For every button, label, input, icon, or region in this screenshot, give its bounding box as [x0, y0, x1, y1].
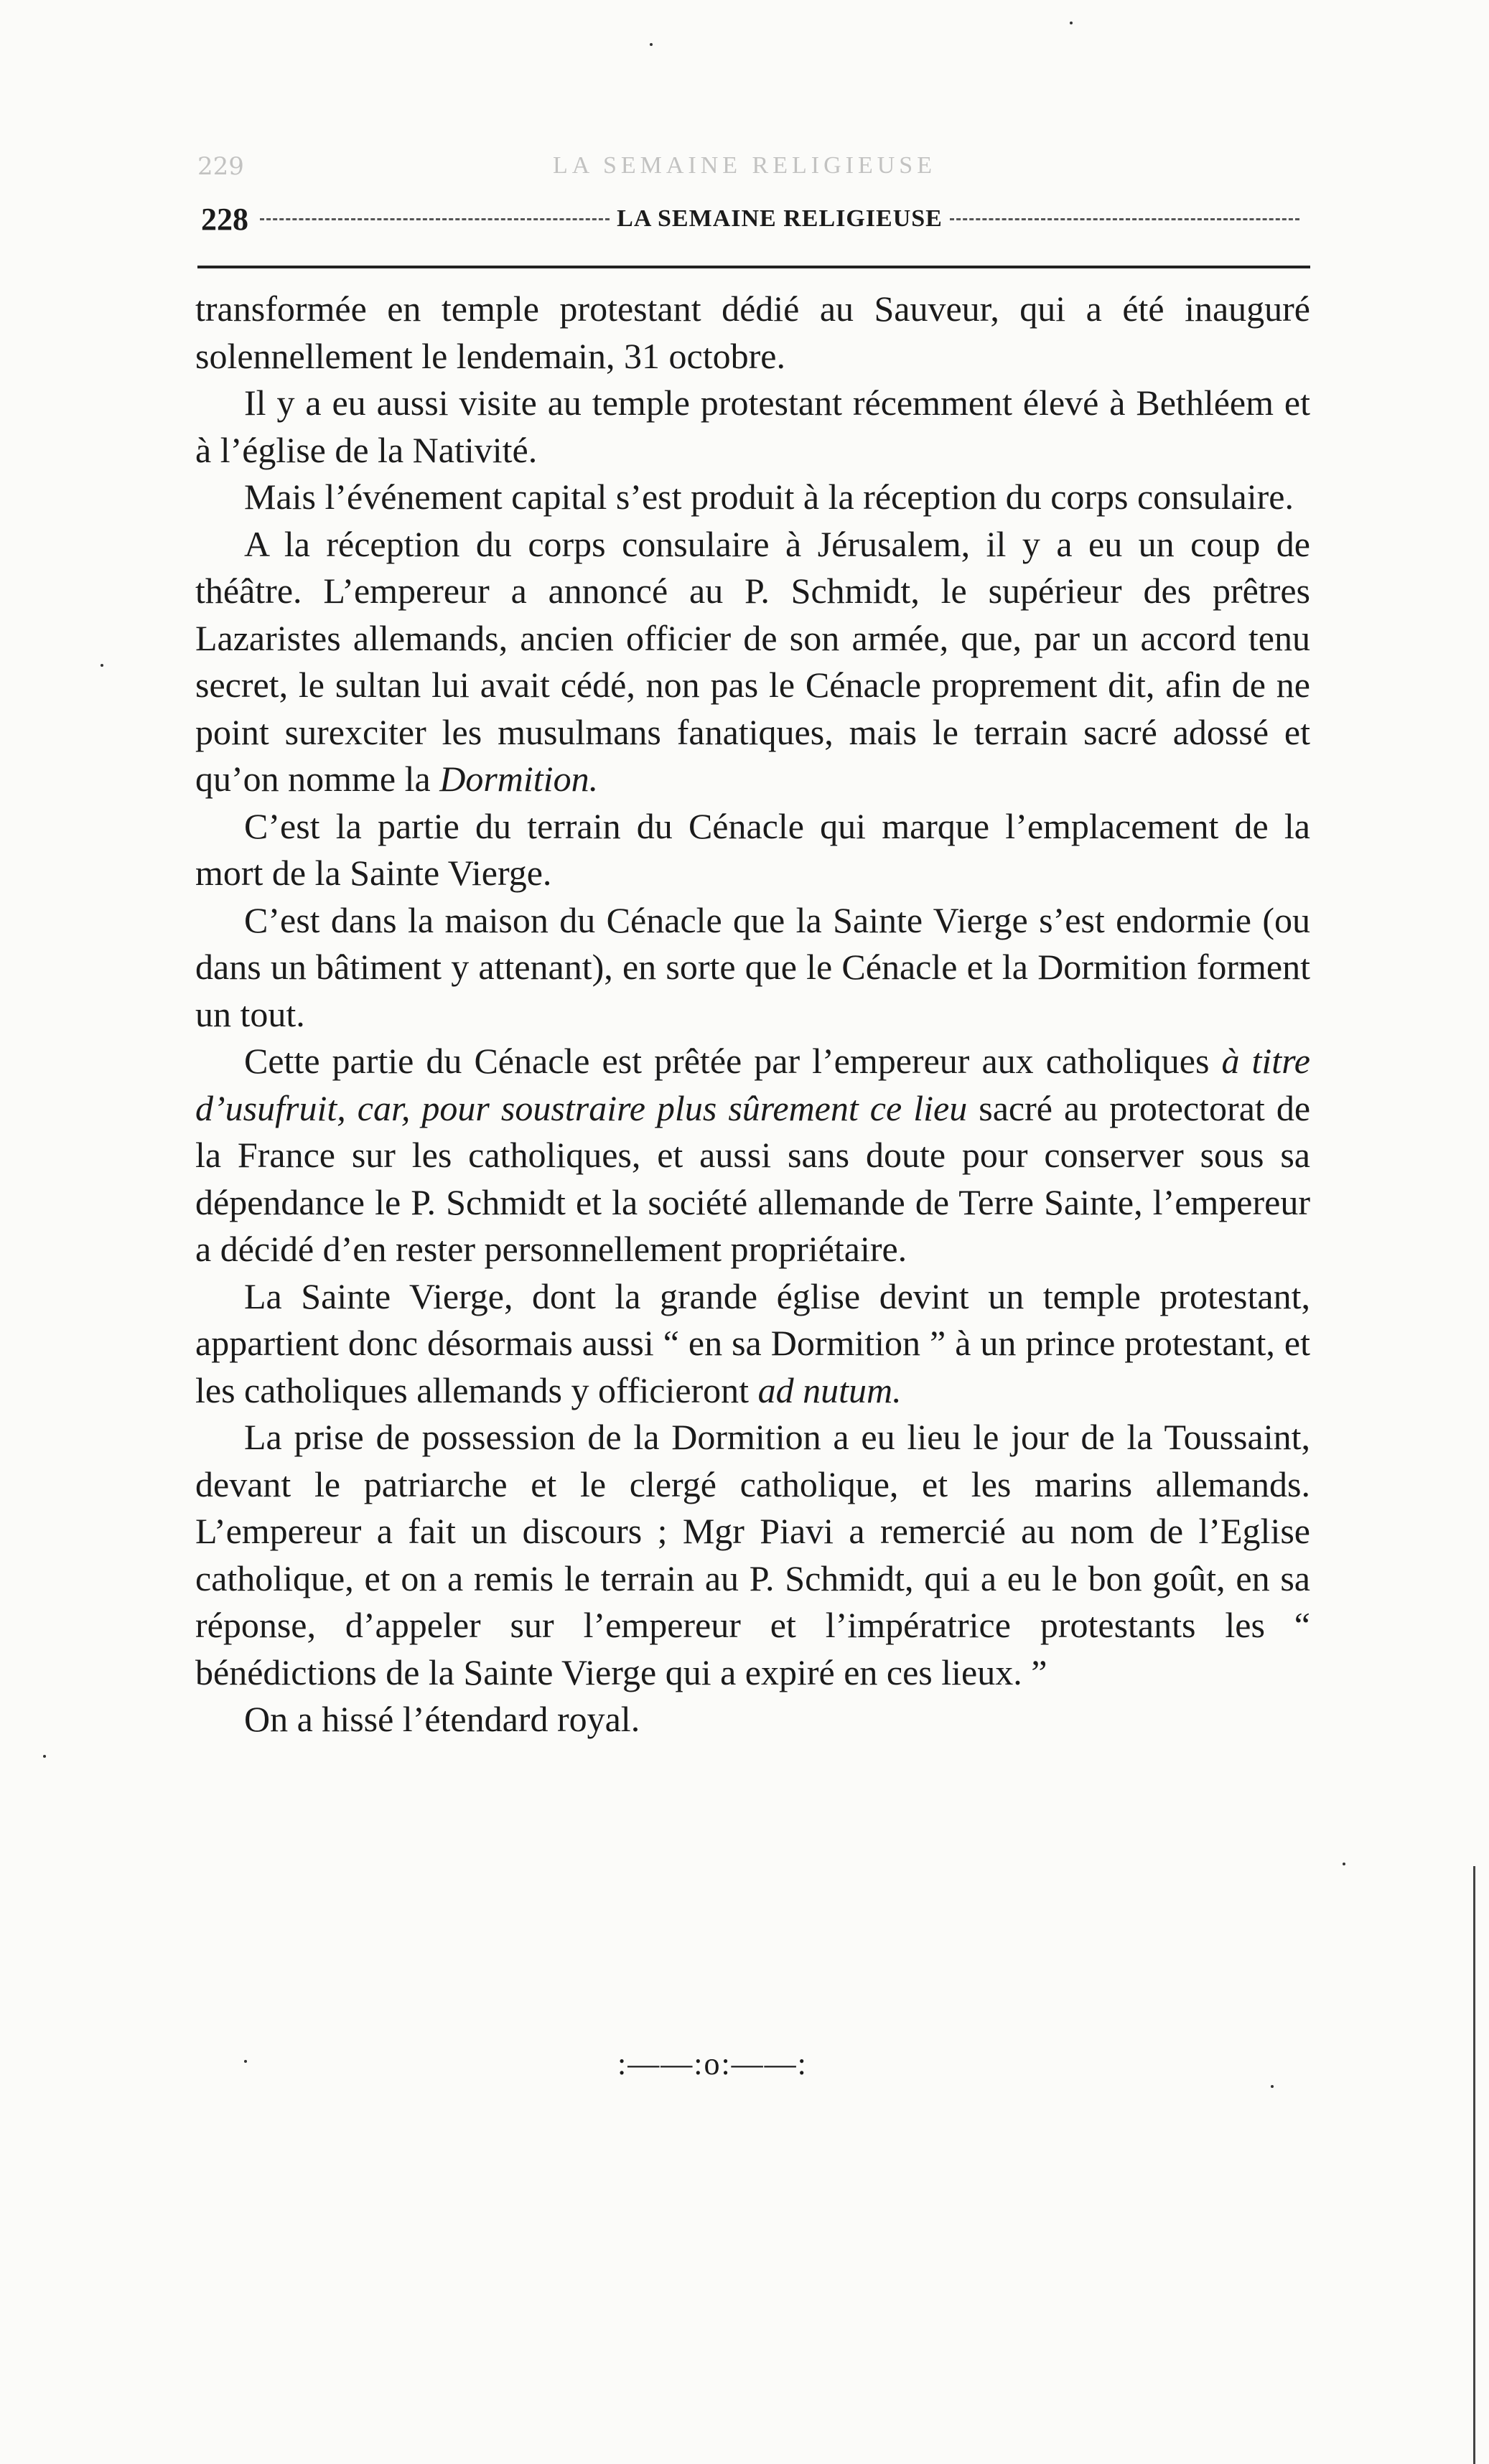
header-dash-right: [950, 218, 1299, 220]
paragraph: C’est dans la maison du Cénacle que la Sainte Vierge s’est endormie (ou dans un bâtiment y attenant), en sorte que le Cénacle et la Dormition forment un tout.: [195, 899, 1310, 1034]
running-header: [201, 197, 1307, 240]
paragraph: Mais l’événement capital s’est produit à la réception du corps consulaire.: [244, 477, 1294, 517]
header-rule: [197, 266, 1310, 268]
paragraph-text: Cette partie du Cénacle est prêtée par l’empereur aux catholiques: [244, 1041, 1210, 1081]
paragraph: La prise de possession de la Dormition a eu lieu le jour de la Toussaint, devant le patriarche et le clergé catholique, et les marins allemands. L’empereur a fait un discours ; Mgr Piavi a remercié au nom de l’Eglise catholique, et on a remis le terrain au P. Schmidt, qui a eu le bon goût, en sa réponse, d’appeler sur l’empereur et l’impératrice protestants les “ bénédictions de la Sainte Vierge qui a expiré en ces lieux. ”: [195, 1417, 1310, 1692]
italic-phrase: à titre d’usufruit, car, pour soustraire plus sûrement ce lieu: [195, 1041, 1310, 1128]
print-speck: [244, 2060, 247, 2063]
paragraph: [195, 1273, 1310, 1415]
paragraph-text: sacré au protectorat de la France sur les catholiques, et aussi sans doute pour conserver sous sa dépendance le P. Schmidt et la société allemande de Terre Sainte, l’empereur a décidé d’en rester personnellement propriétaire.: [195, 1087, 1311, 1269]
paragraph: Il y a eu aussi visite au temple protestant récemment élevé à Bethléem et à l’église de la Nativité.: [195, 383, 1310, 470]
italic-term: Dormition.: [439, 759, 599, 799]
print-speck: [43, 1755, 46, 1758]
paragraph: C’est la partie du terrain du Cénacle qui marque l’emplacement de la mort de la Sainte Vierge.: [195, 805, 1310, 893]
page-number: 228: [201, 201, 248, 237]
print-speck: [101, 664, 103, 667]
article-body: [195, 286, 1310, 1743]
header-dash-left: [260, 218, 610, 220]
paragraph: On a hissé l’étendard royal.: [244, 1699, 640, 1739]
italic-term: ad nutum.: [757, 1369, 902, 1410]
print-speck: [1070, 22, 1073, 24]
paragraph: transformée en temple protestant dédié au Sauveur, qui a été inauguré solennellement le lendemain, 31 octobre.: [195, 289, 1310, 376]
running-title: LA SEMAINE RELIGIEUSE: [617, 205, 943, 232]
paragraph: [195, 1038, 1310, 1273]
paragraph-text: A la réception du corps consulaire à Jérusalem, il y a eu un coup de théâtre. L’empereur a annoncé au P. Schmidt, le supérieur des prêtres Lazaristes allemands, ancien officier de son armée, que, par un accord tenu secret, le sultan lui avait cédé, non pas le Cénacle proprement dit, afin de ne point surexciter les musulmans fanatiques, mais le terrain sacré adossé et qu’on nomme la: [195, 523, 1310, 799]
print-speck: [650, 43, 653, 46]
bleed-through-title: LA SEMAINE RELIGIEUSE: [553, 152, 936, 179]
page-edge-shadow: [1473, 1866, 1475, 2464]
paragraph: [195, 521, 1310, 803]
section-end-ornament: :——:o:——:: [617, 2046, 808, 2081]
print-speck: [1343, 1863, 1345, 1865]
paragraph-text: La Sainte Vierge, dont la grande église devint un temple protestant, appartient donc désormais aussi “ en sa Dormition ” à un prince protestant, et les catholiques allemands y officieront: [195, 1275, 1310, 1410]
print-speck: [1271, 2085, 1274, 2088]
bleed-through-number: 229: [197, 152, 244, 181]
